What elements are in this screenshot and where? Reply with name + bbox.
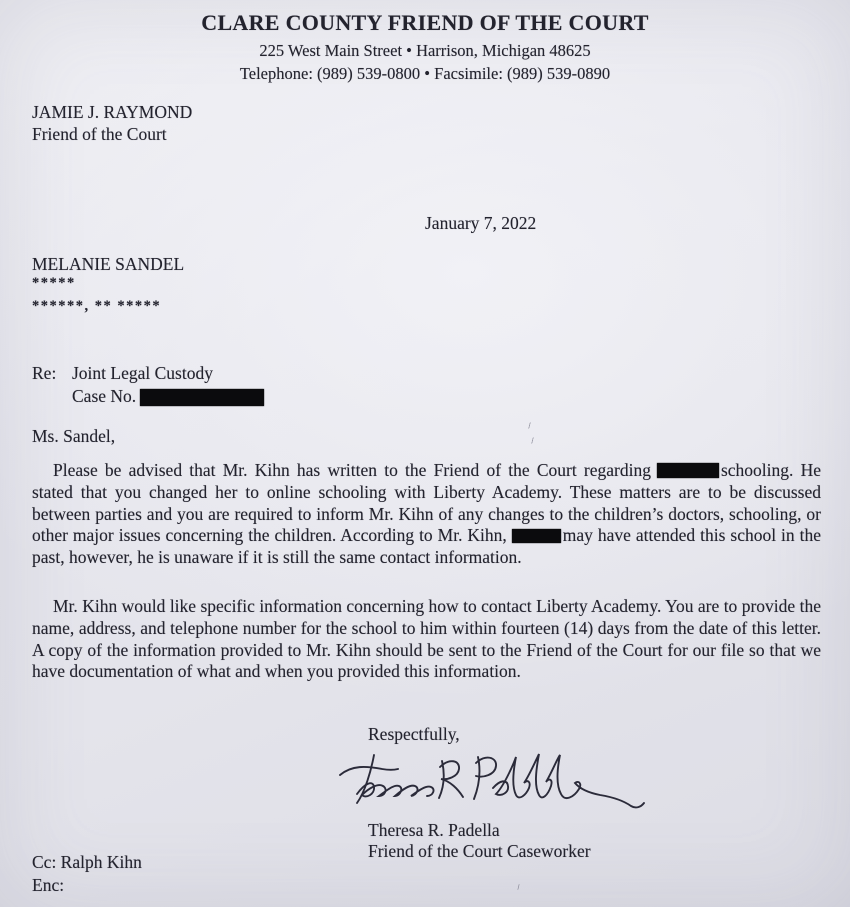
cc-line: Cc: Ralph Kihn [32, 852, 142, 872]
re-label: Re: [32, 363, 57, 383]
enc-line: Enc: [32, 874, 65, 895]
recipient-address-redacted-line2: ******, ** ***** [32, 298, 162, 314]
salutation: Ms. Sandel, [32, 426, 116, 446]
paragraph-text: Please be advised that Mr. Kihn has written to the Friend of the Court regarding [53, 460, 651, 480]
letter-date: January 7, 2022 [425, 213, 537, 233]
paragraph-text: may have attended this school in the past, however, he is unaware if it is still the same contact information. [32, 525, 821, 568]
signature-handwriting [336, 748, 646, 820]
re-subject: Joint Legal Custody [72, 363, 213, 383]
signature-area [336, 746, 646, 820]
sender-name: JAMIE J. RAYMOND [32, 102, 193, 122]
closing-block [368, 724, 646, 863]
body-paragraph-1 [32, 460, 821, 569]
sender-title: Friend of the Court [32, 123, 167, 144]
scan-artifact [528, 422, 531, 429]
footer-block [32, 851, 142, 896]
sender-block [32, 102, 192, 145]
redaction-bar-child-name-2 [512, 529, 561, 543]
signer-title: Friend of the Court Caseworker [368, 841, 591, 861]
body-paragraph-2: Mr. Kihn would like specific information concerning how to contact Liberty Academy. You are to provide the name, address, and telephone number for the school to him within fourteen (14) days from the date of this letter. A copy of the information provided to Mr. Kihn should be sent to the Friend of the Court for our file so that we have documentation of what and when you provided this information. [32, 596, 821, 682]
re-content [72, 362, 264, 407]
re-block [32, 362, 264, 407]
letterhead [0, 10, 850, 84]
letterhead-address: 225 West Main Street • Harrison, Michigan 48625 [259, 41, 591, 60]
redaction-bar-child-name-1 [657, 463, 719, 478]
scan-artifact [517, 884, 519, 890]
recipient-block [32, 254, 184, 315]
scan-artifact [531, 437, 534, 444]
letterhead-contact: Telephone: (989) 539-0800 • Facsimile: (989) 539-0890 [239, 64, 611, 83]
case-number-label: Case No. [72, 385, 137, 406]
letterhead-title: CLARE COUNTY FRIEND OF THE COURT [201, 10, 649, 35]
paragraph-text: schooling. He stated that you changed her to online schooling with Liberty Academy. These matters are to be discussed between parties and you are required to inform Mr. Kihn of any changes to the children’s doctors, schooling, or other major issues concerning the children. According to Mr. Kihn, [32, 460, 821, 546]
redaction-bar-case-number [140, 389, 264, 406]
signer-name: Theresa R. Padella [368, 819, 500, 840]
recipient-address-redacted-line1: ***** [32, 275, 76, 291]
recipient-name: MELANIE SANDEL [32, 254, 185, 274]
valediction: Respectfully, [368, 724, 460, 744]
case-number-line [72, 385, 264, 408]
